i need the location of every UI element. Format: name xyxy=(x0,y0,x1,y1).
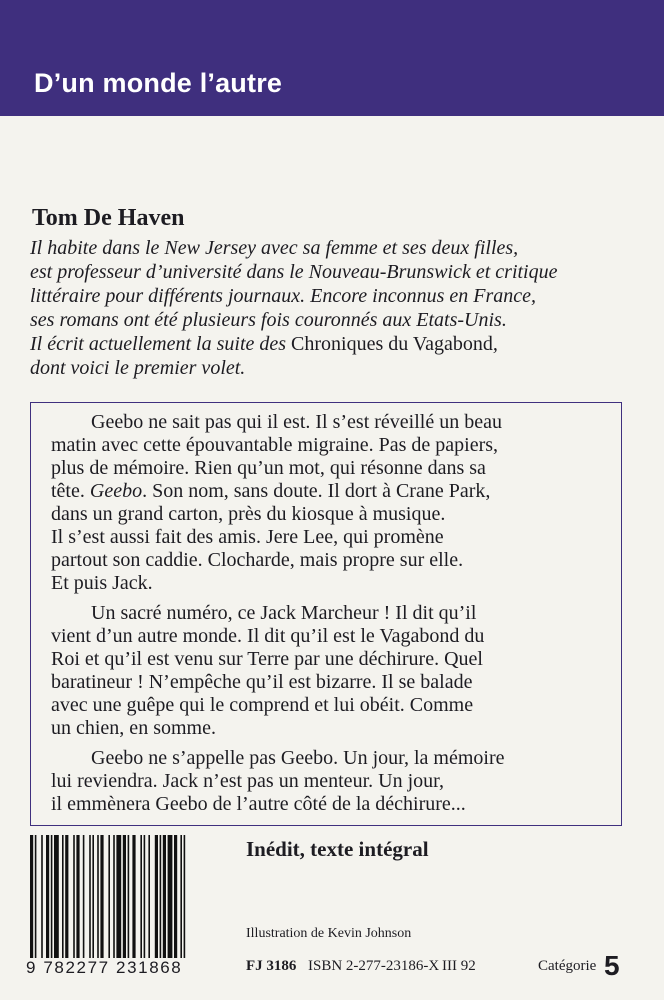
barcode-bar xyxy=(97,835,99,958)
series-code: FJ 3186 xyxy=(246,958,297,974)
synopsis-text xyxy=(51,411,611,823)
barcode-bar xyxy=(144,835,146,958)
bio-line: littéraire pour différents journaux. Encore inconnus en France, xyxy=(30,285,537,307)
synopsis-paragraph-1 xyxy=(51,411,611,595)
barcode-bar xyxy=(92,835,94,958)
barcode-bar xyxy=(168,835,173,958)
barcode-bar xyxy=(62,835,64,958)
synopsis-paragraph-3 xyxy=(51,747,611,816)
synopsis-line xyxy=(51,480,611,503)
barcode-bar xyxy=(73,835,75,958)
barcode-bar xyxy=(41,835,43,958)
series-title: D’un monde l’autre xyxy=(34,68,283,98)
barcode-bar xyxy=(76,835,79,958)
printing-info: III 92 xyxy=(442,958,476,974)
barcode xyxy=(30,835,236,958)
synopsis-line: Un sacré numéro, ce Jack Marcheur ! Il dit qu’il xyxy=(91,602,477,624)
illustration-credit: Illustration de Kevin Johnson xyxy=(246,926,412,941)
barcode-bar xyxy=(155,835,158,958)
synopsis-line: Roi et qu’il est venu sur Terre par une déchirure. Quel xyxy=(51,648,483,670)
synopsis-line: dans un grand carton, près du kiosque à musique. xyxy=(51,503,446,525)
unabridged-label: Inédit, texte intégral xyxy=(246,837,429,861)
bio-line: dont voici le premier volet. xyxy=(30,357,246,379)
series-name: Chroniques du Vagabond xyxy=(291,333,493,355)
bio-line: ses romans ont été plusieurs fois couronnés aux Etats-Unis. xyxy=(30,309,507,331)
barcode-number: 9 782277 231868 xyxy=(26,958,183,977)
bio-line xyxy=(30,332,640,356)
synopsis-line: Il s’est aussi fait des amis. Jere Lee, qui promène xyxy=(51,526,444,548)
synopsis-line-suffix: . Son nom, sans doute. Il dort à Crane Park, xyxy=(142,480,491,502)
synopsis-line: matin avec cette épouvantable migraine. Pas de papiers, xyxy=(51,434,499,456)
author-bio xyxy=(30,236,640,380)
barcode-bar xyxy=(163,835,166,958)
barcode-bar xyxy=(83,835,85,958)
barcode-bar xyxy=(123,835,126,958)
barcode-bar xyxy=(100,835,103,958)
synopsis-line: partout son caddie. Clocharde, mais propre sur elle. xyxy=(51,549,464,571)
barcode-bar xyxy=(140,835,142,958)
bio-line: Il habite dans le New Jersey avec sa femme et ses deux filles, xyxy=(30,237,519,259)
barcode-bar xyxy=(113,835,115,958)
barcode-bar xyxy=(180,835,182,958)
bio-line-prefix: Il écrit actuellement la suite des xyxy=(30,333,292,355)
barcode-bar xyxy=(30,835,33,958)
synopsis-line: il emmènera Geebo de l’autre côté de la déchirure... xyxy=(51,793,466,815)
barcode-bar xyxy=(116,835,121,958)
barcode-bar xyxy=(128,835,130,958)
synopsis-line: plus de mémoire. Rien qu’un mot, qui résonne dans sa xyxy=(51,457,486,479)
synopsis-line: vient d’un autre monde. Il dit qu’il est le Vagabond du xyxy=(51,625,485,647)
synopsis-paragraph-2 xyxy=(51,602,611,740)
synopsis-line: Geebo ne sait pas qui il est. Il s’est réveillé un beau xyxy=(91,411,502,433)
barcode-bar xyxy=(51,835,53,958)
author-name: Tom De Haven xyxy=(32,205,185,231)
synopsis-line: lui reviendra. Jack n’est pas un menteur. Un jour, xyxy=(51,770,444,792)
bio-line-suffix: , xyxy=(492,333,498,355)
barcode-bar xyxy=(65,835,68,958)
barcode-bar xyxy=(35,835,37,958)
bio-line: est professeur d’université dans le Nouveau-Brunswick et critique xyxy=(30,261,558,283)
synopsis-box xyxy=(30,402,622,826)
barcode-bar xyxy=(160,835,162,958)
category-label: Catégorie xyxy=(538,958,597,974)
title-banner xyxy=(0,0,664,116)
synopsis-line: Et puis Jack. xyxy=(51,572,153,594)
barcode-bar xyxy=(54,835,59,958)
barcode-bar xyxy=(108,835,110,958)
category-number: 5 xyxy=(604,950,620,981)
barcode-bar xyxy=(132,835,135,958)
synopsis-line-prefix: tête. xyxy=(51,480,90,502)
name-emphasis: Geebo xyxy=(89,480,143,502)
synopsis-line: un chien, en somme. xyxy=(51,717,216,739)
barcode-bar xyxy=(46,835,49,958)
barcode-bar xyxy=(148,835,150,958)
synopsis-line: baratineur ! N’empêche qu’il est bizarre. Il se balade xyxy=(51,671,473,693)
barcode-bar xyxy=(89,835,91,958)
isbn: ISBN 2-277-23186-X xyxy=(308,958,440,974)
barcode-bar xyxy=(184,835,186,958)
synopsis-line: avec une guêpe qui le comprend et lui obéit. Comme xyxy=(51,694,474,716)
synopsis-line: Geebo ne s’appelle pas Geebo. Un jour, la mémoire xyxy=(91,747,505,769)
barcode-bar xyxy=(174,835,177,958)
